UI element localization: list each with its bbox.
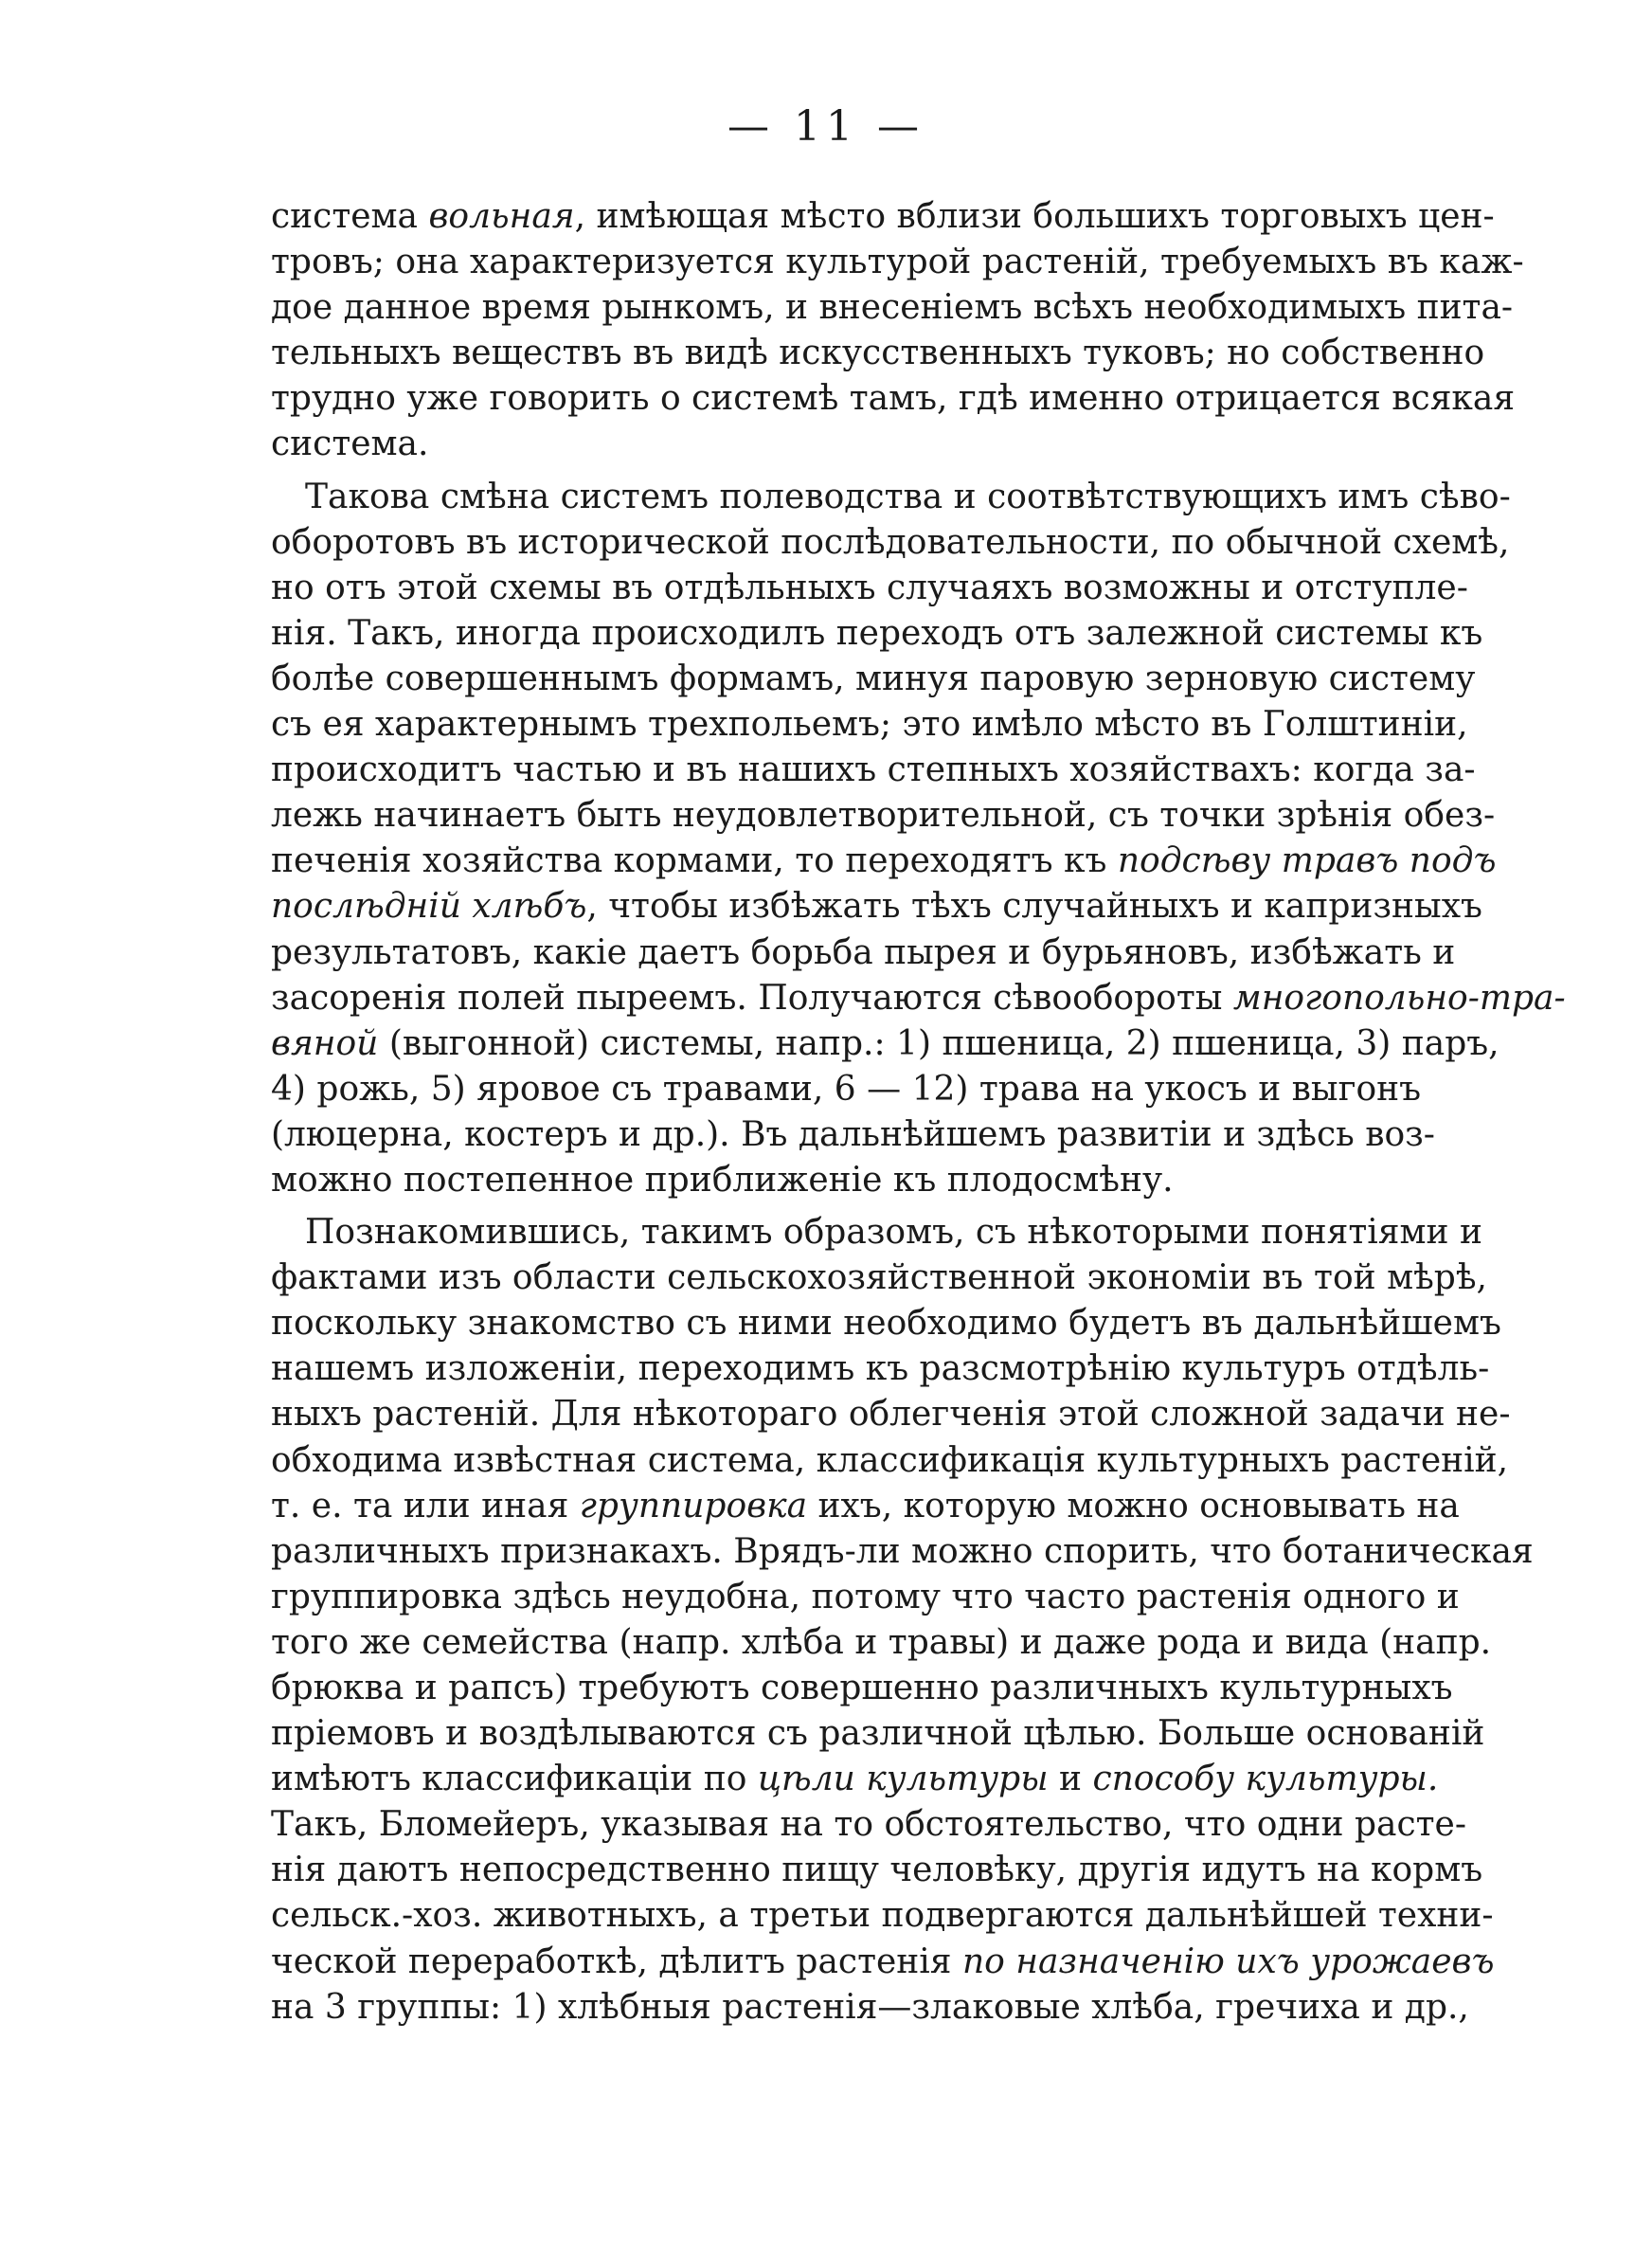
text-segment: нашемъ изложеніи, переходимъ къ разсмотрѣнію культуръ отдѣль- [271,1349,1490,1389]
text-line [271,1529,1534,1575]
text-segment: группировка здѣсь неудобна, потому что часто растенія одного и [271,1577,1460,1616]
text-line [271,1112,1435,1158]
text-segment: система. [271,424,429,464]
text-line [271,1484,1460,1529]
text-line [271,1438,1509,1484]
text-line [271,611,1483,657]
text-segment: Такъ, Бломейеръ, указывая на то обстоятельство, что одни расте- [271,1805,1467,1845]
italic-segment: цѣли культуры [757,1760,1049,1799]
text-segment: , имѣющая мѣсто вблизи большихъ торговыхъ цен- [574,197,1495,236]
text-segment: печенія хозяйства кормами, то переходятъ къ [271,841,1118,881]
text-segment: нія. Такъ, иногда происходилъ переходъ отъ залежной системы къ [271,613,1483,653]
italic-segment: способу культуры. [1092,1760,1439,1799]
text-line [271,1210,1482,1255]
text-segment: тельныхъ веществъ въ видѣ искусственныхъ туковъ; но собственно [271,334,1485,373]
text-segment: ческой переработкѣ, дѣлитъ растенія [271,1941,962,1981]
text-segment: (выгонной) системы, напр.: 1) пшеница, 2) пшеница, 3) паръ, [378,1023,1499,1063]
text-segment: ихъ, которую можно основывать на [807,1486,1460,1526]
text-line [271,520,1510,566]
text-line [271,1985,1469,2031]
text-line [271,1848,1483,1893]
text-line [271,793,1496,839]
text-line [271,748,1476,793]
text-segment: но отъ этой схемы въ отдѣльныхъ случаяхъ возможны и отступле- [271,568,1468,607]
italic-segment: по назначенію ихъ урожаевъ [961,1941,1495,1981]
text-segment: фактами изъ области сельскохозяйственной экономіи въ той мѣрѣ, [271,1258,1487,1298]
text-segment: т. е. та или иная [271,1486,580,1526]
text-segment: (люцерна, костеръ и др.). Въ дальнѣйшемъ развитіи и здѣсь воз- [271,1114,1435,1154]
text-line [271,702,1468,748]
text-line [271,475,1511,520]
text-line [271,839,1497,884]
text-line [271,566,1468,611]
text-line [271,331,1485,376]
text-line [271,1893,1494,1939]
text-segment: обходима извѣстная система, классификація культурныхъ растеній, [271,1440,1509,1480]
text-line [271,1940,1495,1985]
text-line [271,1620,1492,1666]
text-segment: имѣютъ классификаціи по [271,1760,758,1799]
text-line [271,1067,1422,1112]
italic-segment: группировка [579,1486,808,1526]
text-line [271,1158,1417,1203]
text-segment: Познакомившись, такимъ образомъ, съ нѣкоторыми понятіями и [305,1213,1482,1253]
text-segment: сельск.-хоз. животныхъ, а третьи подвергаются дальнѣйшей техни- [271,1896,1494,1936]
text-segment: различныхъ признакахъ. Врядъ-ли можно спорить, что ботаническая [271,1531,1534,1571]
italic-segment: подсѣву травъ подъ [1117,841,1497,881]
text-line [271,376,1516,422]
text-segment: ныхъ растеній. Для нѣкотораго облегченія этой сложной задачи не- [271,1395,1511,1435]
text-segment: болѣе совершеннымъ формамъ, минуя паровую зерновую систему [271,659,1476,698]
text-line [271,422,1417,467]
italic-segment: послѣдній хлѣбъ [271,887,587,927]
text-line [271,1255,1487,1301]
text-segment: съ ея характернымъ трехпольемъ; это имѣло мѣсто въ Голштиніи, [271,705,1468,745]
text-line [271,1802,1467,1848]
text-segment: можно постепенное приближеніе къ плодосмѣну. [271,1160,1174,1200]
text-segment: пріемовъ и воздѣлываются съ различной цѣлью. Больше основаній [271,1714,1485,1754]
text-line [271,1021,1499,1067]
text-line [271,884,1482,930]
text-line [271,240,1524,285]
text-segment: и [1048,1760,1093,1799]
text-segment: происходитъ частью и въ нашихъ степныхъ хозяйствахъ: когда за- [271,750,1476,790]
text-line [271,285,1514,331]
text-segment: тровъ; она характеризуется культурой растеній, требуемыхъ въ каж- [271,243,1524,282]
italic-segment: многопольно-тра- [1232,978,1566,1018]
text-segment: брюква и рапсъ) требуютъ совершенно различныхъ культурныхъ [271,1669,1453,1707]
italic-segment: вольная [428,197,575,236]
text-segment: лежь начинаетъ быть неудовлетворительной, съ точки зрѣнія обез- [271,796,1496,836]
text-line [271,194,1495,240]
text-line [271,1711,1485,1757]
text-line [271,657,1476,702]
text-line [271,976,1566,1021]
text-segment: того же семейства (напр. хлѣба и травы) и даже рода и вида (напр. [271,1622,1492,1662]
text-line [271,1666,1453,1711]
text-segment: оборотовъ въ исторической послѣдовательности, по обычной схемѣ, [271,522,1510,562]
text-line [271,1392,1511,1437]
text-segment: на 3 группы: 1) хлѣбныя растенія—злаковые хлѣба, гречиха и др., [271,1987,1469,2027]
text-segment: нія даютъ непосредственно пищу человѣку, другія идутъ на кормъ [271,1851,1483,1890]
page-number: — 11 — [727,102,925,151]
text-segment: система [271,197,429,236]
text-segment: дое данное время рынкомъ, и внесеніемъ всѣхъ необходимыхъ пита- [271,288,1514,328]
text-line [271,1346,1490,1392]
italic-segment: вяной [271,1023,379,1063]
text-segment: результатовъ, какіе даетъ борьба пырея и бурьяновъ, избѣжать и [271,932,1456,972]
text-segment: Такова смѣна системъ полеводства и соотвѣтствующихъ имъ сѣво- [305,477,1511,516]
text-line [271,1575,1460,1620]
text-line [271,1301,1501,1346]
text-segment: засоренія полей пыреемъ. Получаются сѣвообороты [271,978,1233,1018]
text-segment: , чтобы избѣжать тѣхъ случайныхъ и капризныхъ [586,887,1482,927]
text-segment: трудно уже говорить о системѣ тамъ, гдѣ именно отрицается всякая [271,379,1516,419]
text-line [271,1757,1439,1802]
text-segment: 4) рожь, 5) яровое съ травами, 6 — 12) трава на укосъ и выгонъ [271,1069,1422,1109]
body-text [271,194,1566,2031]
text-segment: поскольку знакомство съ ними необходимо будетъ въ дальнѣйшемъ [271,1304,1501,1344]
text-line [271,930,1456,976]
